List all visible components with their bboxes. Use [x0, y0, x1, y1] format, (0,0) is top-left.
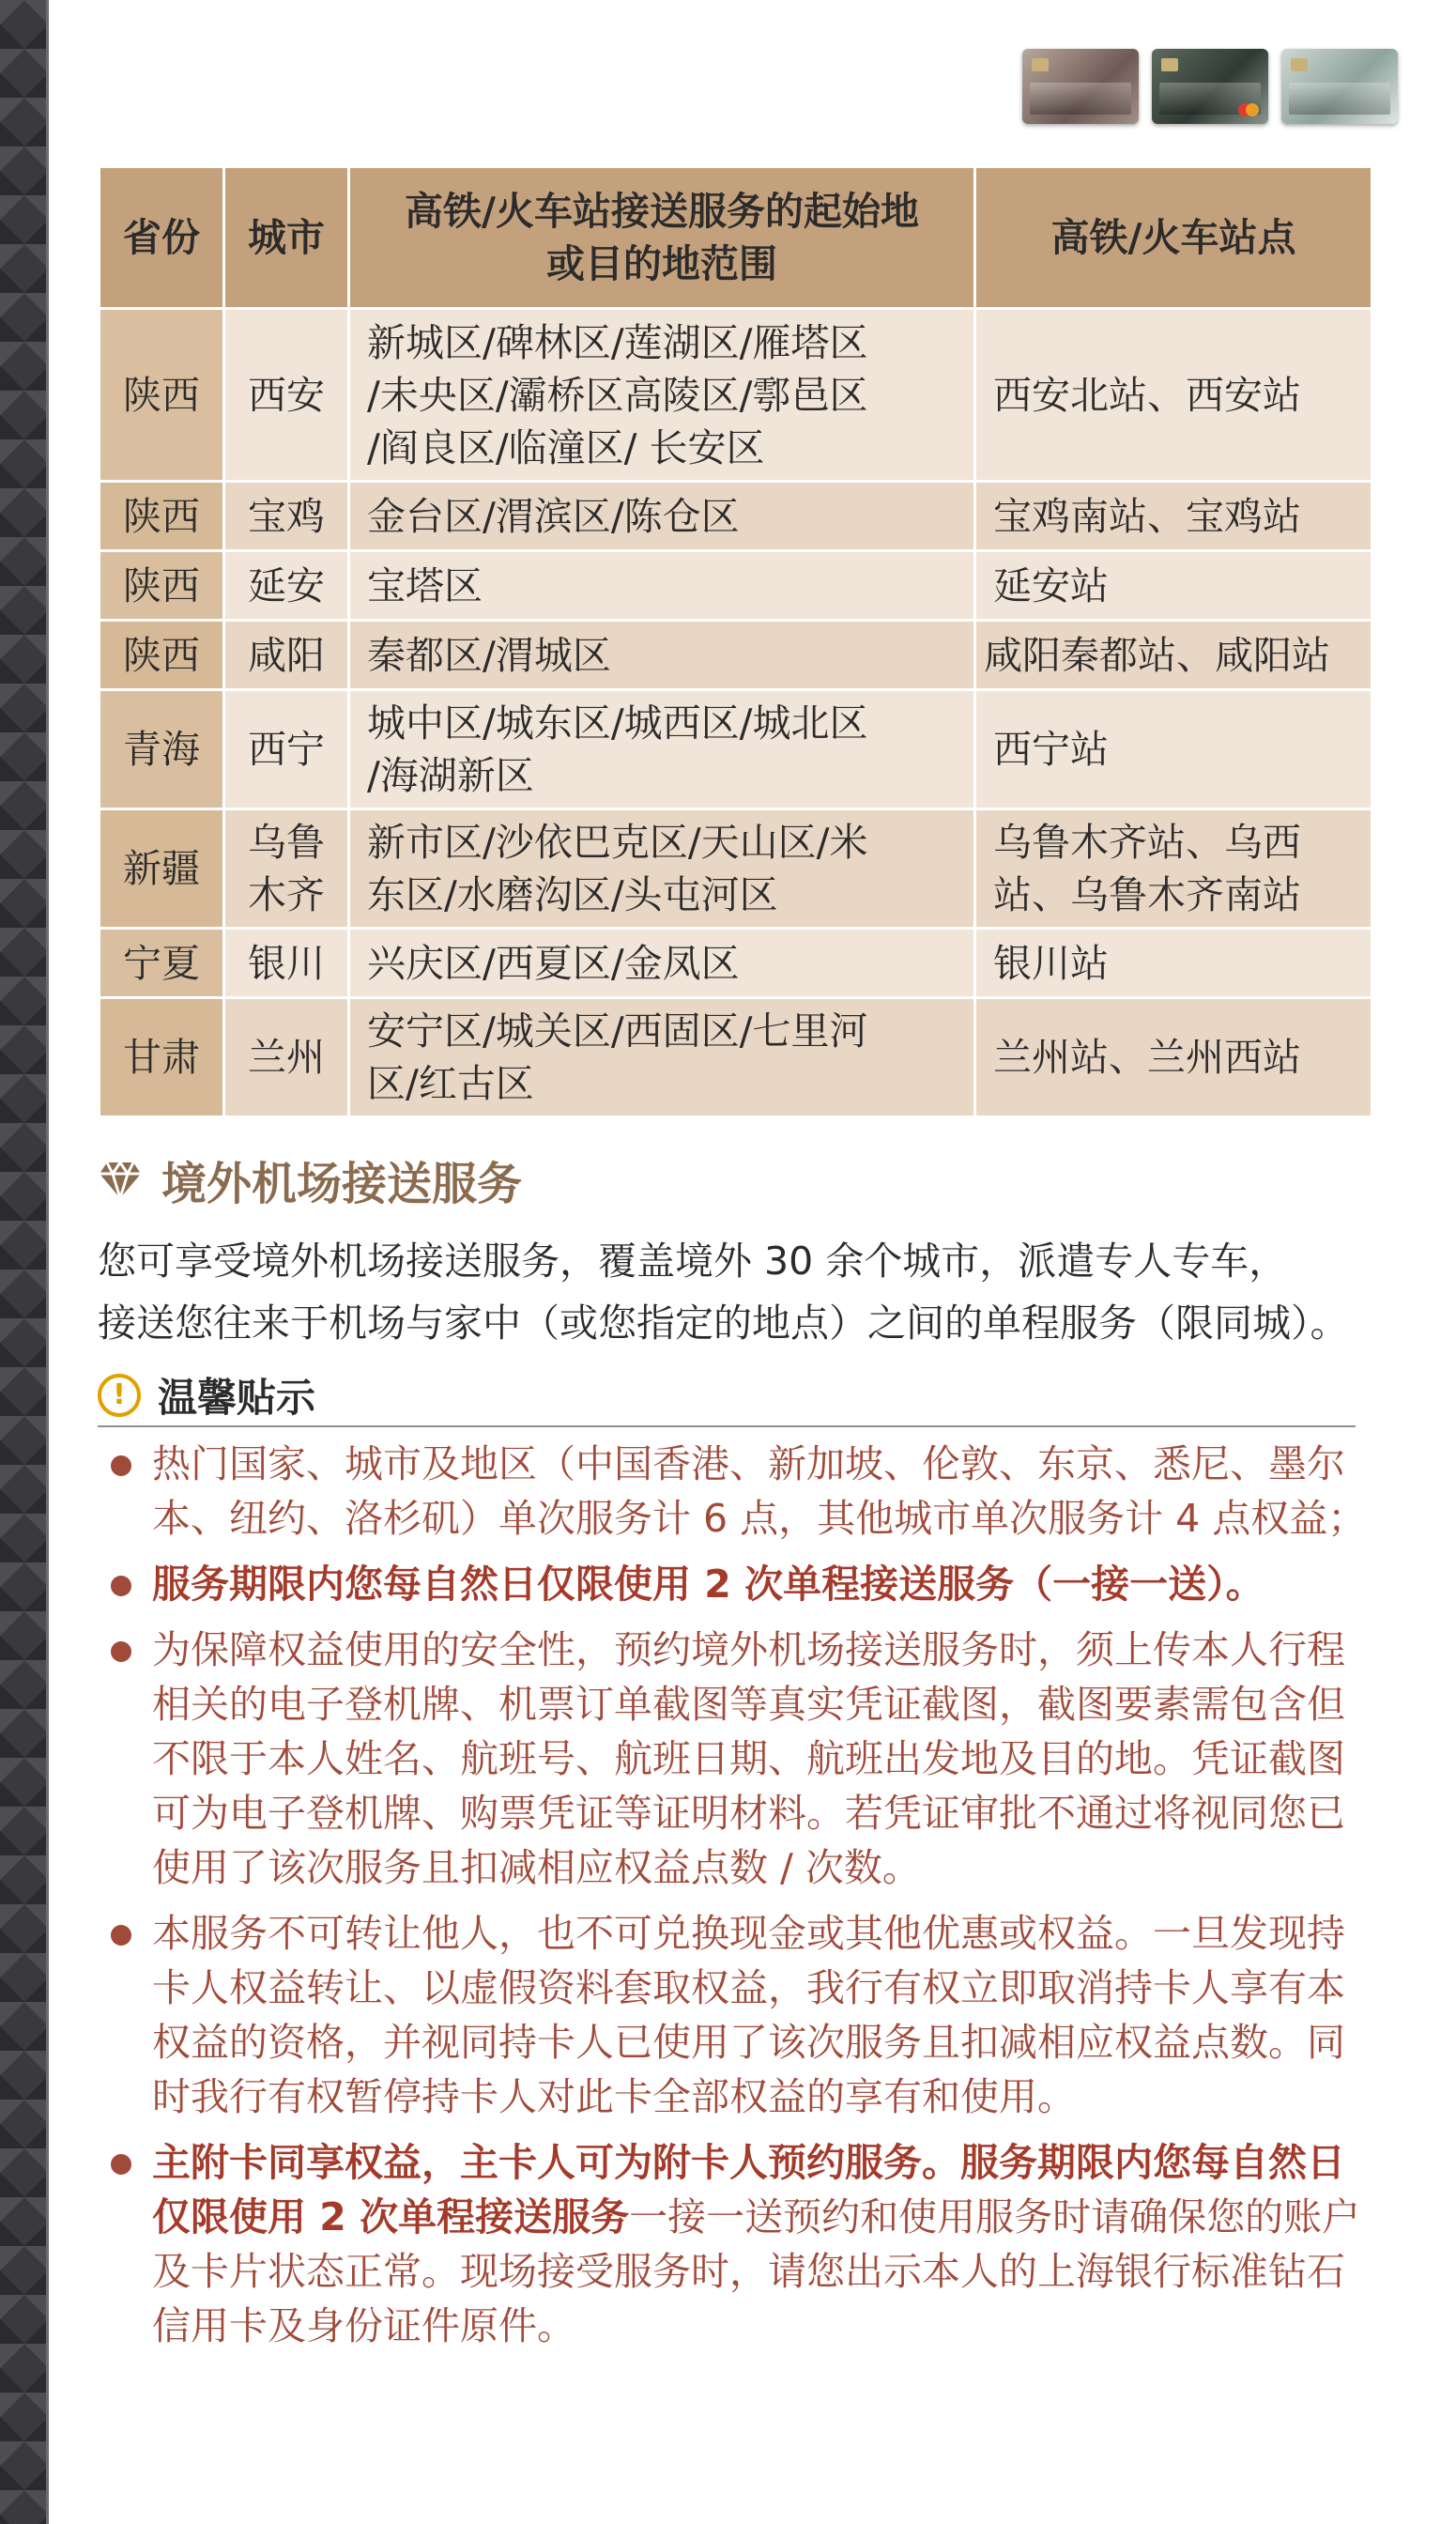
cell-stations: 延安站 [975, 551, 1372, 621]
header-province: 省份 [100, 167, 224, 309]
cell-province: 新疆 [100, 809, 224, 929]
section-intro [98, 1230, 1412, 1354]
bullet-icon [111, 1576, 131, 1596]
mastercard-logo-icon [1238, 103, 1259, 116]
list-item [98, 1557, 1374, 1611]
cell-city: 银川 [224, 929, 349, 998]
tip-text: 一接一送预约和使用服务时请确保您的账户及卡片状态正常。现场接受服务时，请您出示本人的上海银行标准钻石信用卡及身份证件原件。 [152, 2194, 1361, 2348]
bullet-icon [111, 2154, 131, 2175]
section-title [98, 1147, 522, 1212]
credit-card-image-3 [1281, 49, 1398, 124]
table-row [100, 309, 1372, 482]
cell-stations: 西宁站 [975, 690, 1372, 809]
cell-city: 延安 [224, 551, 349, 621]
cell-province: 宁夏 [100, 929, 224, 998]
notice-divider [98, 1425, 1356, 1427]
cell-province: 陕西 [100, 621, 224, 690]
decorative-side-strip [0, 0, 49, 2524]
table-row [100, 482, 1372, 551]
header-stations: 高铁/火车站点 [975, 167, 1372, 309]
tip-text: 本服务不可转让他人，也不可兑换现金或其他优惠或权益。一旦发现持卡人权益转让、以虚假资料套取权益，我行有权立即取消持卡人享有本权益的资格，并视同持卡人已使用了该次服务且扣减相应权益点数。同时我行有权暂停持卡人对此卡全部权益的享有和使用。 [152, 1911, 1345, 2119]
cell-city: 乌鲁 木齐 [224, 809, 349, 929]
table-header-row [100, 167, 1372, 309]
cell-city: 兰州 [224, 998, 349, 1117]
header-range-line1: 高铁/火车站接送服务的起始地 [405, 189, 919, 234]
notice-title-text: 温馨贴示 [158, 1375, 316, 1421]
cell-city: 西安 [224, 309, 349, 482]
list-item [98, 2135, 1374, 2353]
cell-range: 金台区/渭滨区/陈仓区 [349, 482, 975, 551]
cell-city: 西宁 [224, 690, 349, 809]
diamond-icon [98, 1161, 143, 1200]
cell-range: 城中区/城东区/城西区/城北区 /海湖新区 [349, 690, 975, 809]
header-range-line2: 或目的地范围 [546, 241, 777, 286]
cell-range: 秦都区/渭城区 [349, 621, 975, 690]
cell-stations: 乌鲁木齐站、乌西 站、乌鲁木齐南站 [975, 809, 1372, 929]
bullet-icon [111, 1641, 131, 1662]
cell-range: 兴庆区/西夏区/金凤区 [349, 929, 975, 998]
tip-text: 服务期限内您每自然日仅限使用 2 次单程接送服务（一接一送）。 [152, 1562, 1264, 1607]
bullet-icon [111, 1925, 131, 1946]
header-city: 城市 [224, 167, 349, 309]
card-thumbnails [1022, 49, 1398, 124]
notice-title [98, 1367, 315, 1424]
cell-range: 宝塔区 [349, 551, 975, 621]
list-item [98, 1623, 1374, 1895]
station-service-table [98, 165, 1373, 1118]
warning-icon: ! [98, 1374, 141, 1417]
list-item [98, 1906, 1374, 2124]
tip-text: 热门国家、城市及地区（中国香港、新加坡、伦敦、东京、悉尼、墨尔本、纽约、洛杉矶）单次服务计 6 点，其他城市单次服务计 4 点权益； [152, 1441, 1367, 1541]
header-range [349, 167, 975, 309]
notice-tips-list [98, 1437, 1374, 2364]
cell-stations: 咸阳秦都站、咸阳站 [975, 621, 1372, 690]
table-row [100, 551, 1372, 621]
intro-line-1: 您可享受境外机场接送服务，覆盖境外 30 余个城市，派遣专人专车， [98, 1239, 1288, 1284]
credit-card-image-1 [1022, 49, 1139, 124]
cell-range: 新市区/沙依巴克区/天山区/米 东区/水磨沟区/头屯河区 [349, 809, 975, 929]
table-row [100, 809, 1372, 929]
cell-city: 宝鸡 [224, 482, 349, 551]
section-title-text: 境外机场接送服务 [161, 1158, 523, 1210]
credit-card-image-2 [1152, 49, 1268, 124]
bullet-icon [111, 1455, 131, 1476]
cell-province: 甘肃 [100, 998, 224, 1117]
cell-province: 陕西 [100, 482, 224, 551]
table-row [100, 690, 1372, 809]
tip-text-bold: 主附卡同享权益，主卡人可为附卡人预约服务。服务期限内您每自然日仅限使用 2 次单程接送服务 [152, 2140, 1345, 2239]
cell-range: 安宁区/城关区/西固区/七里河 区/红古区 [349, 998, 975, 1117]
cell-stations: 银川站 [975, 929, 1372, 998]
cell-stations: 西安北站、西安站 [975, 309, 1372, 482]
table-row [100, 621, 1372, 690]
cell-province: 青海 [100, 690, 224, 809]
tip-text: 为保障权益使用的安全性，预约境外机场接送服务时，须上传本人行程相关的电子登机牌、机票订单截图等真实凭证截图，截图要素需包含但不限于本人姓名、航班号、航班日期、航班出发地及目的地。凭证截图可为电子登机牌、购票凭证等证明材料。若凭证审批不通过将视同您已使用了该次服务且扣减相应权益点数 / 次数。 [152, 1627, 1345, 1890]
list-item [98, 1437, 1374, 1546]
cell-province: 陕西 [100, 551, 224, 621]
table-row [100, 929, 1372, 998]
cell-stations: 宝鸡南站、宝鸡站 [975, 482, 1372, 551]
cell-city: 咸阳 [224, 621, 349, 690]
cell-range: 新城区/碑林区/莲湖区/雁塔区 /未央区/灞桥区高陵区/鄠邑区 /阎良区/临潼区/ 长安区 [349, 309, 975, 482]
table-row [100, 998, 1372, 1117]
cell-stations: 兰州站、兰州西站 [975, 998, 1372, 1117]
intro-line-2: 接送您往来于机场与家中（或您指定的地点）之间的单程服务（限同城）。 [98, 1300, 1349, 1346]
cell-province: 陕西 [100, 309, 224, 482]
